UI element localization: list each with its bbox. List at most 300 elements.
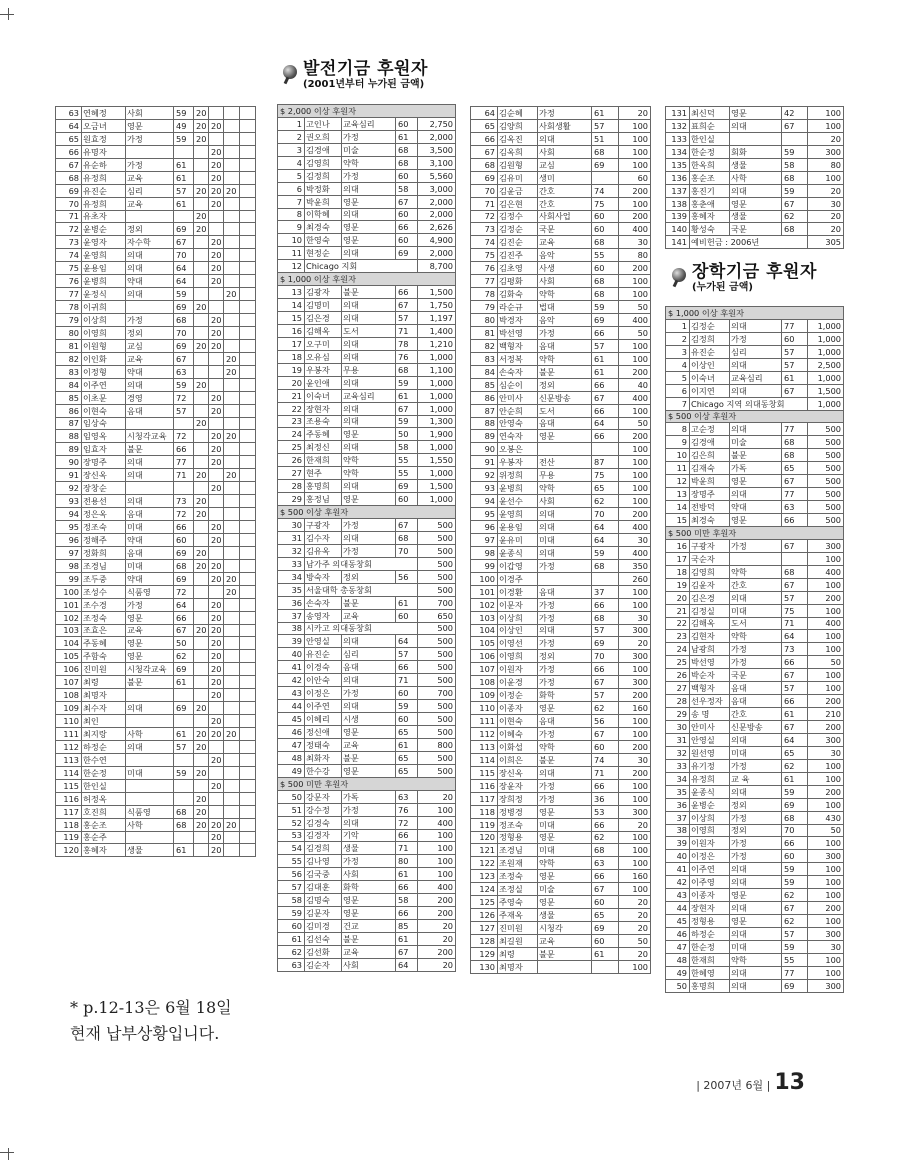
table-cell: 19: [666, 578, 690, 591]
table-cell: 생물: [730, 210, 782, 223]
table-cell: 500: [418, 570, 456, 583]
table-cell: [224, 844, 240, 857]
table-cell: [174, 753, 194, 766]
table-cell: 66: [782, 514, 808, 527]
table-cell: 20: [209, 404, 224, 417]
table-cell: 38: [278, 622, 305, 635]
table-row: [666, 889, 844, 902]
table-cell: 20: [224, 469, 240, 482]
table-cell: [240, 572, 256, 585]
table-cell: 63: [396, 790, 418, 803]
table-cell: [224, 223, 240, 236]
table-cell: 69: [592, 637, 619, 650]
table-row: [56, 818, 256, 831]
table-cell: 83: [56, 365, 82, 378]
table-cell: 66: [592, 870, 619, 883]
table-cell: 67: [782, 475, 808, 488]
table-cell: [174, 715, 194, 728]
table-cell: 17: [666, 552, 690, 565]
table-cell: 20: [209, 197, 224, 210]
table-cell: 음대: [126, 404, 174, 417]
table-cell: 20: [209, 145, 224, 158]
table-cell: 51: [592, 132, 619, 145]
table-cell: [240, 779, 256, 792]
table-cell: 손숙자: [305, 596, 342, 609]
table-row: [471, 197, 651, 210]
table-row: [666, 721, 844, 734]
table-cell: 75: [56, 262, 82, 275]
table-row: [471, 715, 651, 728]
table-cell: 59: [174, 766, 194, 779]
table-cell: 65: [396, 726, 418, 739]
table-cell: 5: [666, 371, 690, 384]
table-cell: 1,550: [418, 454, 456, 467]
table-cell: 이원자: [690, 837, 730, 850]
table-row: [56, 352, 256, 365]
table-cell: [240, 521, 256, 534]
table-cell: 200: [619, 184, 651, 197]
table-cell: 100: [619, 339, 651, 352]
table-cell: [240, 702, 256, 715]
table-cell: 18: [278, 350, 305, 363]
table-cell: 79: [471, 301, 498, 314]
table-cell: 100: [808, 772, 844, 785]
table-row: [56, 210, 256, 223]
table-row: [666, 979, 844, 992]
table-row: [278, 687, 456, 700]
table-cell: 109: [471, 689, 498, 702]
table-row: [666, 501, 844, 514]
table-cell: 650: [418, 609, 456, 622]
table-cell: 윤종식: [690, 785, 730, 798]
table-cell: 66: [396, 881, 418, 894]
table-cell: 20: [619, 818, 651, 831]
table-cell: 50: [619, 935, 651, 948]
table-cell: 64: [56, 119, 82, 132]
table-cell: 38: [666, 824, 690, 837]
table-row: [278, 855, 456, 868]
table-row: [278, 156, 456, 169]
table-cell: 68: [782, 171, 808, 184]
table-cell: 44: [278, 700, 305, 713]
table-cell: 미대: [730, 940, 782, 953]
table-row: [278, 583, 456, 596]
table-cell: 40: [278, 648, 305, 661]
table-cell: 66: [592, 598, 619, 611]
table-cell: 14: [666, 501, 690, 514]
table-cell: 20: [209, 391, 224, 404]
table-cell: 이인화: [82, 352, 126, 365]
table-row: [471, 482, 651, 495]
table-cell: 63: [56, 107, 82, 120]
table-cell: 간호: [538, 197, 592, 210]
table-row: [56, 637, 256, 650]
table-cell: [194, 637, 209, 650]
table-cell: 1,000: [418, 402, 456, 415]
table-cell: 사회사업: [538, 210, 592, 223]
table-cell: 윤병희: [82, 275, 126, 288]
table-cell: 73: [782, 643, 808, 656]
table-cell: 2,750: [418, 117, 456, 130]
table-row: [666, 436, 844, 449]
table-row: [666, 928, 844, 941]
table-cell: 20: [194, 339, 209, 352]
scholarship-fund-title: 장학기금 후원자: [692, 262, 817, 282]
table-cell: 20: [194, 469, 209, 482]
table-cell: 300: [808, 733, 844, 746]
table-cell: [240, 533, 256, 546]
table-cell: [224, 171, 240, 184]
table-cell: 400: [808, 617, 844, 630]
table-cell: 가정: [730, 759, 782, 772]
table-cell: 20: [209, 559, 224, 572]
table-row: [278, 635, 456, 648]
table-cell: 46: [666, 928, 690, 941]
table-cell: 영문: [342, 907, 396, 920]
table-cell: [209, 702, 224, 715]
table-cell: 33: [666, 759, 690, 772]
table-cell: 의대: [730, 488, 782, 501]
table-row: [56, 469, 256, 482]
table-cell: 교육: [126, 624, 174, 637]
table-cell: [224, 831, 240, 844]
table-cell: 미대: [730, 746, 782, 759]
table-cell: 48: [666, 953, 690, 966]
table-cell: 유진순: [305, 648, 342, 661]
table-cell: 71: [56, 210, 82, 223]
table-cell: 67: [471, 145, 498, 158]
table-cell: 47: [666, 940, 690, 953]
table-cell: 62: [592, 495, 619, 508]
table-cell: 가정: [342, 855, 396, 868]
table-row: [471, 870, 651, 883]
table-cell: 39: [666, 837, 690, 850]
table-cell: [782, 552, 808, 565]
table-cell: [174, 482, 194, 495]
table-cell: 윤병순: [690, 798, 730, 811]
table-cell: 의대: [730, 184, 782, 197]
table-cell: 107: [56, 676, 82, 689]
table-cell: 121: [471, 844, 498, 857]
table-cell: 20: [194, 740, 209, 753]
table-cell: 주함숙: [82, 650, 126, 663]
table-cell: 42: [666, 876, 690, 889]
table-cell: 20: [209, 753, 224, 766]
table-cell: 20: [418, 958, 456, 971]
table-cell: 5,560: [418, 169, 456, 182]
table-row: [471, 236, 651, 249]
table-cell: 57: [782, 358, 808, 371]
table-cell: 불문: [538, 947, 592, 960]
table-cell: 건교: [342, 920, 396, 933]
table-cell: [240, 831, 256, 844]
table-cell: [240, 352, 256, 365]
table-cell: 홍혜자: [82, 844, 126, 857]
table-cell: 의대: [126, 378, 174, 391]
table-cell: [538, 443, 592, 456]
table-cell: 125: [471, 896, 498, 909]
table-cell: 교육: [538, 935, 592, 948]
table-cell: 68: [782, 811, 808, 824]
table-cell: 66: [396, 661, 418, 674]
table-cell: 의대: [730, 319, 782, 332]
table-cell: 64: [782, 630, 808, 643]
table-cell: 20: [209, 119, 224, 132]
table-cell: 57: [782, 928, 808, 941]
table-cell: 59: [396, 376, 418, 389]
table-cell: 송 명: [690, 708, 730, 721]
table-cell: 100: [619, 715, 651, 728]
table-cell: 20: [194, 495, 209, 508]
table-cell: 7: [278, 195, 305, 208]
table-cell: 20: [209, 598, 224, 611]
table-cell: 사회: [538, 495, 592, 508]
table-row: [471, 650, 651, 663]
table-cell: [174, 792, 194, 805]
table-cell: 300: [808, 928, 844, 941]
table-cell: 김정순: [690, 319, 730, 332]
table-cell: 사학: [730, 171, 782, 184]
table-cell: 67: [592, 391, 619, 404]
table-cell: 김선숙: [305, 933, 342, 946]
table-row: [666, 514, 844, 527]
table-cell: 74: [592, 184, 619, 197]
table-cell: 윤유미: [498, 533, 538, 546]
table-row: [471, 339, 651, 352]
table-cell: 71: [592, 766, 619, 779]
table-cell: 미대: [730, 604, 782, 617]
table-cell: 윤종식: [498, 546, 538, 559]
table-cell: 78: [471, 288, 498, 301]
table-cell: 59: [278, 907, 305, 920]
table-cell: [194, 831, 209, 844]
table-cell: 20: [209, 456, 224, 469]
table-cell: 84: [471, 365, 498, 378]
table-cell: 20: [619, 922, 651, 935]
table-cell: 불문: [538, 365, 592, 378]
section-header: $ 500 이상 후원자: [278, 506, 456, 519]
table-row: [56, 689, 256, 702]
table-cell: [240, 145, 256, 158]
table-cell: 59: [396, 415, 418, 428]
table-cell: 46: [278, 726, 305, 739]
table-cell: 64: [174, 598, 194, 611]
table-cell: 500: [808, 475, 844, 488]
table-cell: 400: [619, 223, 651, 236]
table-cell: [194, 585, 209, 598]
table-cell: 이영선: [498, 637, 538, 650]
table-cell: 66: [592, 430, 619, 443]
table-cell: 이지연: [690, 384, 730, 397]
table-cell: 57: [174, 184, 194, 197]
section-header: $ 1,000 이상 후원자: [666, 307, 844, 320]
table-cell: [224, 559, 240, 572]
table-cell: 홍진기: [690, 184, 730, 197]
table-cell: 김경애: [305, 143, 342, 156]
table-cell: 사생: [538, 262, 592, 275]
table-cell: 67: [396, 195, 418, 208]
section-header: $ 2,000 이상 후원자: [278, 105, 456, 118]
table-cell: 영문: [730, 514, 782, 527]
table-row: [471, 922, 651, 935]
table-cell: 20: [619, 107, 651, 120]
donor-table-col4-development: [665, 106, 843, 249]
table-cell: 김미경: [305, 920, 342, 933]
table-cell: 76: [396, 803, 418, 816]
table-cell: 87: [471, 404, 498, 417]
table-cell: 57: [278, 881, 305, 894]
table-cell: 박윤희: [305, 195, 342, 208]
donor-table-col4-scholarship: [665, 306, 843, 993]
table-cell: 500: [808, 423, 844, 436]
table-cell: 국문: [730, 669, 782, 682]
table-cell: 53: [592, 805, 619, 818]
table-cell: [240, 689, 256, 702]
table-cell: 이정은: [690, 850, 730, 863]
table-cell: [224, 197, 240, 210]
table-cell: [209, 132, 224, 145]
table-cell: 70: [174, 326, 194, 339]
table-cell: [224, 119, 240, 132]
table-cell: 61: [592, 352, 619, 365]
note-line-2: 현재 납부상황입니다.: [70, 1024, 220, 1043]
table-cell: 45: [666, 915, 690, 928]
table-cell: 106: [56, 663, 82, 676]
table-cell: [209, 546, 224, 559]
table-cell: 500: [418, 531, 456, 544]
table-cell: 136: [666, 171, 690, 184]
table-row: [666, 746, 844, 759]
table-cell: 55: [396, 467, 418, 480]
table-cell: [209, 378, 224, 391]
table-row: [471, 314, 651, 327]
table-cell: [209, 223, 224, 236]
table-row: [666, 345, 844, 358]
table-cell: 100: [418, 855, 456, 868]
table-row: [56, 326, 256, 339]
table-cell: 61: [174, 197, 194, 210]
table-cell: 500: [418, 764, 456, 777]
table-cell: 100: [619, 831, 651, 844]
table-cell: [224, 521, 240, 534]
table-cell: 1,900: [418, 428, 456, 441]
table-cell: 60: [592, 935, 619, 948]
table-cell: 심리: [126, 184, 174, 197]
table-cell: 61: [396, 933, 418, 946]
table-cell: 진미원: [498, 922, 538, 935]
table-row: [666, 184, 844, 197]
table-cell: 107: [471, 663, 498, 676]
table-row: [56, 715, 256, 728]
table-cell: 16: [278, 324, 305, 337]
table-cell: 10: [666, 449, 690, 462]
table-cell: 57: [782, 345, 808, 358]
table-cell: 68: [782, 436, 808, 449]
table-cell: 35: [666, 785, 690, 798]
table-cell: 400: [619, 314, 651, 327]
table-cell: 장희정: [498, 792, 538, 805]
table-cell: [194, 262, 209, 275]
table-cell: 65: [592, 909, 619, 922]
table-cell: 100: [619, 857, 651, 870]
table-row: [56, 482, 256, 495]
table-cell: 20: [278, 376, 305, 389]
table-row: [56, 728, 256, 741]
table-cell: 26: [278, 454, 305, 467]
table-cell: 20: [808, 210, 844, 223]
table-cell: [240, 223, 256, 236]
table-cell: 112: [471, 728, 498, 741]
table-cell: 장윤자: [498, 779, 538, 792]
table-cell: 96: [471, 521, 498, 534]
table-cell: 정외: [126, 326, 174, 339]
section-header-row: [278, 273, 456, 286]
table-cell: [240, 339, 256, 352]
table-cell: 100: [808, 578, 844, 591]
table-row: [666, 578, 844, 591]
table-row: [666, 236, 844, 249]
table-row: [278, 958, 456, 971]
table-cell: 김유미: [498, 171, 538, 184]
table-cell: [194, 521, 209, 534]
table-cell: 1,000: [808, 319, 844, 332]
table-cell: 128: [471, 935, 498, 948]
table-cell: 100: [418, 868, 456, 881]
table-cell: 100: [418, 829, 456, 842]
table-cell: 108: [56, 689, 82, 702]
table-cell: 이귀희: [82, 301, 126, 314]
table-row: [471, 391, 651, 404]
table-row: [471, 145, 651, 158]
table-cell: 미술: [538, 883, 592, 896]
table-cell: 구광자: [690, 539, 730, 552]
table-cell: 99: [471, 559, 498, 572]
table-cell: 400: [619, 546, 651, 559]
table-cell: 영문: [538, 430, 592, 443]
table-cell: 조경님: [498, 844, 538, 857]
table-cell: [240, 740, 256, 753]
table-cell: 김정실: [690, 604, 730, 617]
table-row: [666, 119, 844, 132]
table-row: [278, 376, 456, 389]
table-cell: [194, 326, 209, 339]
table-cell: 의대: [342, 816, 396, 829]
table-cell: 이주연: [690, 863, 730, 876]
table-row: [471, 728, 651, 741]
table-row: [666, 798, 844, 811]
table-cell: 정형용: [498, 831, 538, 844]
table-cell: 유기정: [690, 759, 730, 772]
table-cell: 영문: [730, 475, 782, 488]
table-cell: 정외: [730, 798, 782, 811]
table-cell: [240, 158, 256, 171]
table-cell: 사회: [538, 275, 592, 288]
table-cell: 홍혜자: [690, 210, 730, 223]
table-cell: 윤영희: [498, 508, 538, 521]
table-cell: 영문: [126, 611, 174, 624]
table-cell: 66: [396, 221, 418, 234]
table-cell: 69: [396, 247, 418, 260]
table-cell: 도서: [342, 324, 396, 337]
table-cell: 12: [666, 475, 690, 488]
table-cell: [209, 508, 224, 521]
table-cell: 500: [418, 544, 456, 557]
table-row: [278, 868, 456, 881]
table-cell: 41: [666, 863, 690, 876]
table-cell: 100: [808, 837, 844, 850]
table-cell: [194, 171, 209, 184]
table-cell: 69: [174, 702, 194, 715]
